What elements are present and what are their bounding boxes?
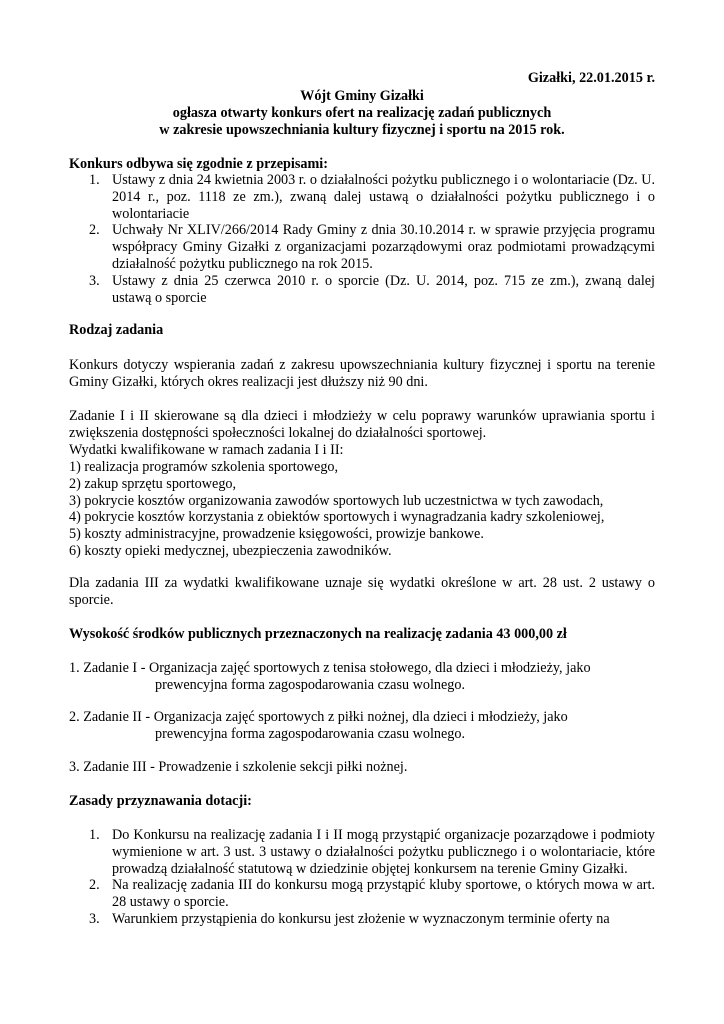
list-number: 3. [89,910,100,927]
rule-item [69,827,655,877]
target-group-paragraph: Zadanie I i II skierowane są dla dzieci i młodzieży w celu poprawy warunków uprawiania sportu i zwiększenia dostępności społeczności lokalnej do działalności sportowej. [69,408,655,441]
task-description: Organizacja zajęć sportowych z tenisa stołowego, dla dzieci i młodzieży, jako [148,660,591,676]
task-description-continued: prewencyjna forma zagospodarowania czasu wolnego. [155,725,466,742]
rules-list [69,827,655,928]
regulation-item [69,222,655,272]
title-authority: Wójt Gminy Gizałki [300,88,424,104]
task-description: Organizacja zajęć sportowych z piłki nożnej, dla dzieci i młodzieży, jako [153,709,568,725]
title-scope: w zakresie upowszechniania kultury fizycznej i sportu na 2015 rok. [159,122,565,138]
list-number: 1. [89,827,100,843]
expense-item: 1) realizacja programów szkolenia sportowego, [69,459,339,475]
regulation-text: Ustawy z dnia 25 czerwca 2010 r. o sporcie (Dz. U. 2014, poz. 715 ze zm.), zwaną dalej ustawą o sporcie [112,272,655,306]
funds-heading: Wysokość środków publicznych przeznaczonych na realizację zadania 43 000,00 zł [69,626,567,642]
task-type-heading: Rodzaj zadania [69,322,164,338]
task-label: 1. Zadanie I - [69,660,146,676]
rule-text: Warunkiem przystąpienia do konkursu jest złożenie w wyznaczonym terminie oferty na [112,910,610,927]
expense-item: 5) koszty administracyjne, prowadzenie księgowości, prowizje bankowe. [69,526,484,543]
rule-text: Do Konkursu na realizację zadania I i II mogą przystąpić organizacje pozarządowe i podmioty wymienione w art. 3 ust. 3 ustawy o działalności pożytku publicznego i o wolontariacie, które prowadzą działalność statutową w dziedzinie objętej konkursem na terenie Gminy Gizałki. [112,827,655,877]
task-type-paragraph: Konkurs dotyczy wspierania zadań z zakresu upowszechniania kultury fizycznej i sportu na terenie Gminy Gizałki, których okres realizacji jest dłuższy niż 90 dni. [69,357,655,390]
rule-text: Na realizację zadania III do konkursu mogą przystąpić kluby sportowe, o których mowa w art. 28 ustawy o sporcie. [112,877,655,911]
task-item [69,759,655,776]
task-description: Prowadzenie i szkolenie sekcji piłki nożnej. [158,759,408,775]
regulation-text: Uchwały Nr XLIV/266/2014 Rady Gminy z dnia 30.10.2014 r. w sprawie przyjęcia programu współpracy Gminy Gizałki z organizacjami pozarządowymi oraz podmiotami prowadzącymi działalność pożytku publicznego na rok 2015. [112,222,655,272]
list-number: 2. [89,222,100,239]
task-label: 3. Zadanie III - [69,759,155,775]
task-item [69,709,655,743]
date-line: Gizałki, 22.01.2015 r. [527,70,655,86]
regulations-heading: Konkurs odbywa się zgodnie z przepisami: [69,156,328,172]
task-label: 2. Zadanie II - [69,709,151,725]
regulations-list [69,172,655,306]
title-announcement: ogłasza otwarty konkurs ofert na realizację zadań publicznych [172,105,552,121]
regulation-item [69,273,655,307]
expenses-intro: Wydatki kwalifikowane w ramach zadania I i II: [69,442,344,458]
task-item [69,660,655,694]
expense-item: 2) zakup sprzętu sportowego, [69,475,237,492]
list-number: 2. [89,877,100,894]
expense-item: 6) koszty opieki medycznej, ubezpieczenia zawodników. [69,542,392,559]
list-number: 1. [89,172,100,188]
expense-item: 4) pokrycie kosztów korzystania z obiektów sportowych i wynagradzania kadry szkoleniowej, [69,509,605,526]
regulation-text: Ustawy z dnia 24 kwietnia 2003 r. o działalności pożytku publicznego i o wolontariacie (Dz. U. 2014 r., poz. 1118 ze zm.), zwaną dalej ustawą o działalności pożytku publicznego i o wolontariacie [112,172,655,222]
rules-heading: Zasady przyznawania dotacji: [69,793,252,809]
list-number: 3. [89,272,100,289]
rule-item [69,877,655,911]
expenses-list [69,459,655,560]
task-three-expenses-paragraph: Dla zadania III za wydatki kwalifikowane uznaje się wydatki określone w art. 28 ust. 2 ustawy o sporcie. [69,575,655,608]
expense-item: 3) pokrycie kosztów organizowania zawodów sportowych lub uczestnictwa w tych zawodach, [69,492,604,509]
regulation-item [69,172,655,222]
rule-item [69,911,655,928]
task-description-continued: prewencyjna forma zagospodarowania czasu wolnego. [155,676,466,693]
